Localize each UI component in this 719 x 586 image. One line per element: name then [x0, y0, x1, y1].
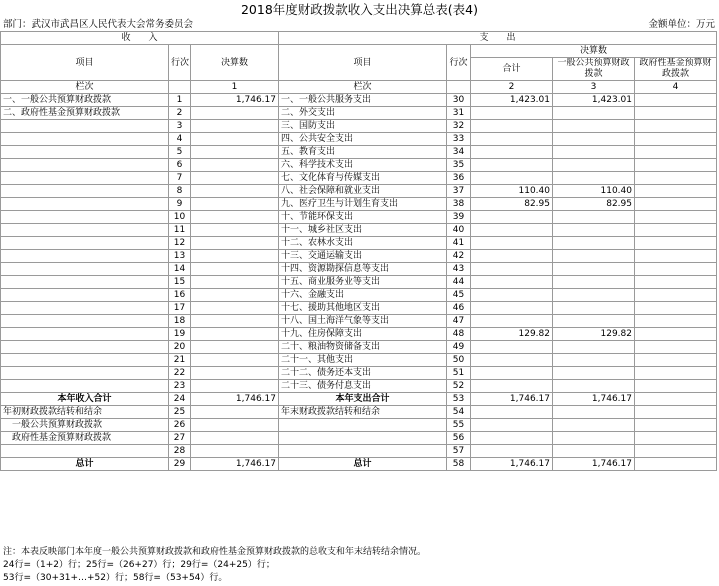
table-row [1, 146, 717, 159]
income-line-header: 行次 [169, 45, 191, 81]
expense-fund [635, 380, 717, 393]
income-amount [191, 302, 279, 315]
table-row [1, 185, 717, 198]
expense-fund [635, 367, 717, 380]
income-item [1, 341, 169, 354]
income-amount-header: 决算数 [191, 45, 279, 81]
expense-line-number: 52 [447, 380, 471, 393]
income-line-number: 24 [169, 393, 191, 406]
expense-total [471, 367, 553, 380]
expense-fund [635, 393, 717, 406]
income-amount [191, 406, 279, 419]
expense-total [471, 107, 553, 120]
note-line-1: 注：本表反映部门本年度一般公共预算财政拨款和政府性基金预算财政拨款的总收支和年末结转结余情况。 [3, 547, 427, 557]
income-amount [191, 211, 279, 224]
table-row [1, 289, 717, 302]
expense-general: 110.40 [553, 185, 635, 198]
expense-line-header: 行次 [447, 45, 471, 81]
income-amount [191, 445, 279, 458]
expense-item: 本年支出合计 [279, 393, 447, 406]
income-item [1, 185, 169, 198]
expense-total [471, 315, 553, 328]
note-line-2: 24行=（1+2）行；25行=（26+27）行；29行=（24+25）行； [3, 560, 275, 570]
table-row [1, 120, 717, 133]
income-line-number: 5 [169, 146, 191, 159]
income-item [1, 302, 169, 315]
income-amount [191, 185, 279, 198]
expense-line-number: 48 [447, 328, 471, 341]
expense-general: 1,423.01 [553, 94, 635, 107]
expense-general [553, 341, 635, 354]
income-header: 收 入 [1, 32, 279, 45]
expense-item [279, 432, 447, 445]
expense-line-number: 43 [447, 263, 471, 276]
expense-line-number: 46 [447, 302, 471, 315]
expense-item: 二、外交支出 [279, 107, 447, 120]
expense-item [279, 419, 447, 432]
expense-item: 十七、援助其他地区支出 [279, 302, 447, 315]
expense-general [553, 120, 635, 133]
income-item [1, 120, 169, 133]
expense-line-number: 44 [447, 276, 471, 289]
expense-item: 十二、农林水支出 [279, 237, 447, 250]
income-line-number: 23 [169, 380, 191, 393]
expense-item: 三、国防支出 [279, 120, 447, 133]
expense-line-number: 30 [447, 94, 471, 107]
expense-total: 110.40 [471, 185, 553, 198]
expense-total [471, 211, 553, 224]
expense-general [553, 146, 635, 159]
income-amount [191, 237, 279, 250]
expense-item: 六、科学技术支出 [279, 159, 447, 172]
income-item: 一、一般公共预算财政拨款 [1, 94, 169, 107]
expense-fund [635, 224, 717, 237]
expense-total: 1,746.17 [471, 393, 553, 406]
income-line-number: 18 [169, 315, 191, 328]
income-line-number: 12 [169, 237, 191, 250]
expense-item: 一、一般公共服务支出 [279, 94, 447, 107]
expense-general [553, 224, 635, 237]
table-row [1, 406, 717, 419]
income-item [1, 237, 169, 250]
expense-general [553, 406, 635, 419]
income-line-number: 17 [169, 302, 191, 315]
income-amount: 1,746.17 [191, 393, 279, 406]
income-amount [191, 419, 279, 432]
expense-general [553, 432, 635, 445]
table-row [1, 198, 717, 211]
expense-fund [635, 432, 717, 445]
income-line-number: 28 [169, 445, 191, 458]
expense-general [553, 172, 635, 185]
expense-general [553, 419, 635, 432]
income-item [1, 198, 169, 211]
table-row [1, 263, 717, 276]
expense-line-number: 51 [447, 367, 471, 380]
income-item [1, 276, 169, 289]
expense-item [279, 445, 447, 458]
expense-line-number: 35 [447, 159, 471, 172]
expense-line-number: 54 [447, 406, 471, 419]
expense-line-number: 39 [447, 211, 471, 224]
expense-fund [635, 263, 717, 276]
expense-total [471, 146, 553, 159]
column-index-label: 栏次 [1, 81, 169, 94]
income-item [1, 263, 169, 276]
expense-total [471, 237, 553, 250]
expense-line-number: 42 [447, 250, 471, 263]
expense-total [471, 250, 553, 263]
income-amount [191, 172, 279, 185]
income-item: 本年收入合计 [1, 393, 169, 406]
expense-general [553, 289, 635, 302]
income-line-number: 16 [169, 289, 191, 302]
income-item [1, 146, 169, 159]
expense-general: 1,746.17 [553, 393, 635, 406]
income-amount [191, 159, 279, 172]
table-row [1, 276, 717, 289]
income-item [1, 445, 169, 458]
unit-label: 金额单位：万元 [648, 19, 715, 30]
expense-line-number: 33 [447, 133, 471, 146]
income-amount [191, 263, 279, 276]
expense-item: 八、社会保障和就业支出 [279, 185, 447, 198]
expense-item: 七、文化体育与传媒支出 [279, 172, 447, 185]
expense-item: 十四、资源勘探信息等支出 [279, 263, 447, 276]
expense-total [471, 159, 553, 172]
income-amount [191, 120, 279, 133]
expense-total: 82.95 [471, 198, 553, 211]
income-item: 年初财政拨款结转和结余 [1, 406, 169, 419]
income-amount [191, 432, 279, 445]
income-amount [191, 328, 279, 341]
income-item [1, 289, 169, 302]
expense-line-number: 34 [447, 146, 471, 159]
expense-line-number: 40 [447, 224, 471, 237]
expense-total: 1,423.01 [471, 94, 553, 107]
income-line-number: 7 [169, 172, 191, 185]
expense-item: 二十、粮油物资储备支出 [279, 341, 447, 354]
table-row [1, 367, 717, 380]
column-index-row [1, 81, 717, 94]
expense-fund [635, 133, 717, 146]
expense-fund [635, 146, 717, 159]
expense-total [471, 406, 553, 419]
table-row [1, 328, 717, 341]
expense-fund [635, 237, 717, 250]
note-line-3: 53行=（30+31+…+52）行；58行=（53+54）行。 [3, 573, 228, 583]
income-line-number: 29 [169, 458, 191, 471]
expense-general [553, 302, 635, 315]
income-line-number: 3 [169, 120, 191, 133]
expense-total [471, 224, 553, 237]
income-line-number: 21 [169, 354, 191, 367]
expense-general [553, 315, 635, 328]
expense-line-number: 57 [447, 445, 471, 458]
income-amount [191, 224, 279, 237]
table-row [1, 237, 717, 250]
expense-total [471, 120, 553, 133]
expense-fund [635, 341, 717, 354]
expense-item: 二十二、债务还本支出 [279, 367, 447, 380]
expense-total: 129.82 [471, 328, 553, 341]
expense-line-number: 45 [447, 289, 471, 302]
column-index-4: 4 [635, 81, 717, 94]
expense-general [553, 211, 635, 224]
report-title: 2018年度财政拨款收入支出决算总表(表4) [240, 2, 479, 17]
expense-item: 十、节能环保支出 [279, 211, 447, 224]
expense-item: 十九、住房保障支出 [279, 328, 447, 341]
income-line-number: 6 [169, 159, 191, 172]
expense-general [553, 237, 635, 250]
table-row [1, 354, 717, 367]
income-item [1, 224, 169, 237]
column-index-3: 3 [553, 81, 635, 94]
income-item [1, 328, 169, 341]
expense-total [471, 289, 553, 302]
expense-total [471, 380, 553, 393]
expense-item: 十六、金融支出 [279, 289, 447, 302]
income-item: 二、政府性基金预算财政拨款 [1, 107, 169, 120]
fund-column-header: 政府性基金预算财政拨款 [635, 58, 717, 81]
income-amount [191, 341, 279, 354]
income-item [1, 367, 169, 380]
expense-general [553, 250, 635, 263]
expense-total [471, 263, 553, 276]
expense-general: 1,746.17 [553, 458, 635, 471]
table-row [1, 315, 717, 328]
expense-fund [635, 120, 717, 133]
header-row-sections [1, 32, 717, 45]
income-line-number: 1 [169, 94, 191, 107]
income-line-number: 11 [169, 224, 191, 237]
income-item [1, 315, 169, 328]
income-amount [191, 354, 279, 367]
expense-total [471, 419, 553, 432]
income-item [1, 354, 169, 367]
expense-general [553, 380, 635, 393]
expense-line-number: 31 [447, 107, 471, 120]
income-item: 一般公共预算财政拨款 [1, 419, 169, 432]
department-label: 部门：武汉市武昌区人民代表大会常务委员会 [3, 19, 194, 30]
expense-fund [635, 172, 717, 185]
expense-general: 82.95 [553, 198, 635, 211]
table-row [1, 159, 717, 172]
expense-fund [635, 445, 717, 458]
income-item [1, 172, 169, 185]
general-column-header: 一般公共预算财政拨款 [553, 58, 635, 81]
income-amount [191, 276, 279, 289]
expense-line-number: 53 [447, 393, 471, 406]
income-line-number: 4 [169, 133, 191, 146]
table-row [1, 172, 717, 185]
income-line-number: 20 [169, 341, 191, 354]
budget-table [0, 31, 717, 471]
expense-total [471, 172, 553, 185]
income-amount [191, 198, 279, 211]
income-amount [191, 146, 279, 159]
income-amount [191, 107, 279, 120]
income-amount [191, 367, 279, 380]
expense-line-number: 47 [447, 315, 471, 328]
income-item [1, 250, 169, 263]
table-row [1, 445, 717, 458]
expense-general [553, 133, 635, 146]
expense-line-number: 38 [447, 198, 471, 211]
expense-total [471, 432, 553, 445]
income-amount [191, 133, 279, 146]
income-amount: 1,746.17 [191, 458, 279, 471]
expense-fund [635, 406, 717, 419]
expense-line-number: 56 [447, 432, 471, 445]
expense-item: 四、公共安全支出 [279, 133, 447, 146]
column-index-1: 1 [191, 81, 279, 94]
income-line-number: 13 [169, 250, 191, 263]
expense-general [553, 107, 635, 120]
expense-fund [635, 185, 717, 198]
expense-line-number: 37 [447, 185, 471, 198]
income-line-number: 8 [169, 185, 191, 198]
income-item [1, 133, 169, 146]
total-column-header: 合计 [471, 58, 553, 81]
expense-general [553, 159, 635, 172]
expense-fund [635, 289, 717, 302]
expense-fund [635, 250, 717, 263]
column-index-2: 2 [471, 81, 553, 94]
expense-fund [635, 107, 717, 120]
expense-item: 二十一、其他支出 [279, 354, 447, 367]
income-item [1, 159, 169, 172]
table-row [1, 94, 717, 107]
income-amount [191, 315, 279, 328]
income-amount [191, 380, 279, 393]
income-line-number: 27 [169, 432, 191, 445]
income-item-header: 项目 [1, 45, 169, 81]
expense-item: 五、教育支出 [279, 146, 447, 159]
expense-total: 1,746.17 [471, 458, 553, 471]
expense-total [471, 133, 553, 146]
expense-fund [635, 315, 717, 328]
income-amount [191, 289, 279, 302]
table-row [1, 302, 717, 315]
settlement-header: 决算数 [471, 45, 717, 58]
expense-item: 年末财政拨款结转和结余 [279, 406, 447, 419]
table-row [1, 458, 717, 471]
expense-header: 支 出 [279, 32, 717, 45]
income-line-number: 9 [169, 198, 191, 211]
expense-general [553, 354, 635, 367]
expense-line-number: 41 [447, 237, 471, 250]
income-line-number: 25 [169, 406, 191, 419]
income-item: 总计 [1, 458, 169, 471]
income-line-number: 26 [169, 419, 191, 432]
expense-fund [635, 94, 717, 107]
income-item [1, 211, 169, 224]
expense-item: 二十三、债务付息支出 [279, 380, 447, 393]
expense-item: 九、医疗卫生与计划生育支出 [279, 198, 447, 211]
income-amount [191, 250, 279, 263]
column-index-label: 栏次 [279, 81, 447, 94]
expense-fund [635, 354, 717, 367]
table-row [1, 393, 717, 406]
expense-fund [635, 328, 717, 341]
expense-fund [635, 419, 717, 432]
expense-fund [635, 198, 717, 211]
expense-general [553, 276, 635, 289]
expense-general: 129.82 [553, 328, 635, 341]
table-row [1, 380, 717, 393]
income-line-number: 15 [169, 276, 191, 289]
income-line-number: 22 [169, 367, 191, 380]
expense-item: 十五、商业服务业等支出 [279, 276, 447, 289]
table-row [1, 250, 717, 263]
income-item [1, 380, 169, 393]
expense-line-number: 50 [447, 354, 471, 367]
income-amount: 1,746.17 [191, 94, 279, 107]
expense-fund [635, 211, 717, 224]
expense-fund [635, 302, 717, 315]
income-line-number: 2 [169, 107, 191, 120]
table-row [1, 211, 717, 224]
expense-total [471, 341, 553, 354]
expense-line-number: 36 [447, 172, 471, 185]
expense-item: 十三、交通运输支出 [279, 250, 447, 263]
expense-general [553, 445, 635, 458]
expense-line-number: 58 [447, 458, 471, 471]
expense-total [471, 276, 553, 289]
expense-line-number: 49 [447, 341, 471, 354]
expense-item: 十一、城乡社区支出 [279, 224, 447, 237]
expense-total [471, 302, 553, 315]
header-row-settlement [1, 45, 717, 58]
expense-item: 十八、国土海洋气象等支出 [279, 315, 447, 328]
expense-fund [635, 458, 717, 471]
expense-fund [635, 276, 717, 289]
income-line-number: 14 [169, 263, 191, 276]
table-row [1, 419, 717, 432]
table-row [1, 341, 717, 354]
expense-total [471, 354, 553, 367]
table-row [1, 107, 717, 120]
income-line-number: 10 [169, 211, 191, 224]
expense-line-number: 55 [447, 419, 471, 432]
expense-total [471, 445, 553, 458]
table-row [1, 224, 717, 237]
table-row [1, 432, 717, 445]
expense-item-header: 项目 [279, 45, 447, 81]
expense-fund [635, 159, 717, 172]
income-item: 政府性基金预算财政拨款 [1, 432, 169, 445]
expense-general [553, 263, 635, 276]
expense-general [553, 367, 635, 380]
table-row [1, 133, 717, 146]
income-line-number: 19 [169, 328, 191, 341]
expense-item: 总计 [279, 458, 447, 471]
expense-line-number: 32 [447, 120, 471, 133]
